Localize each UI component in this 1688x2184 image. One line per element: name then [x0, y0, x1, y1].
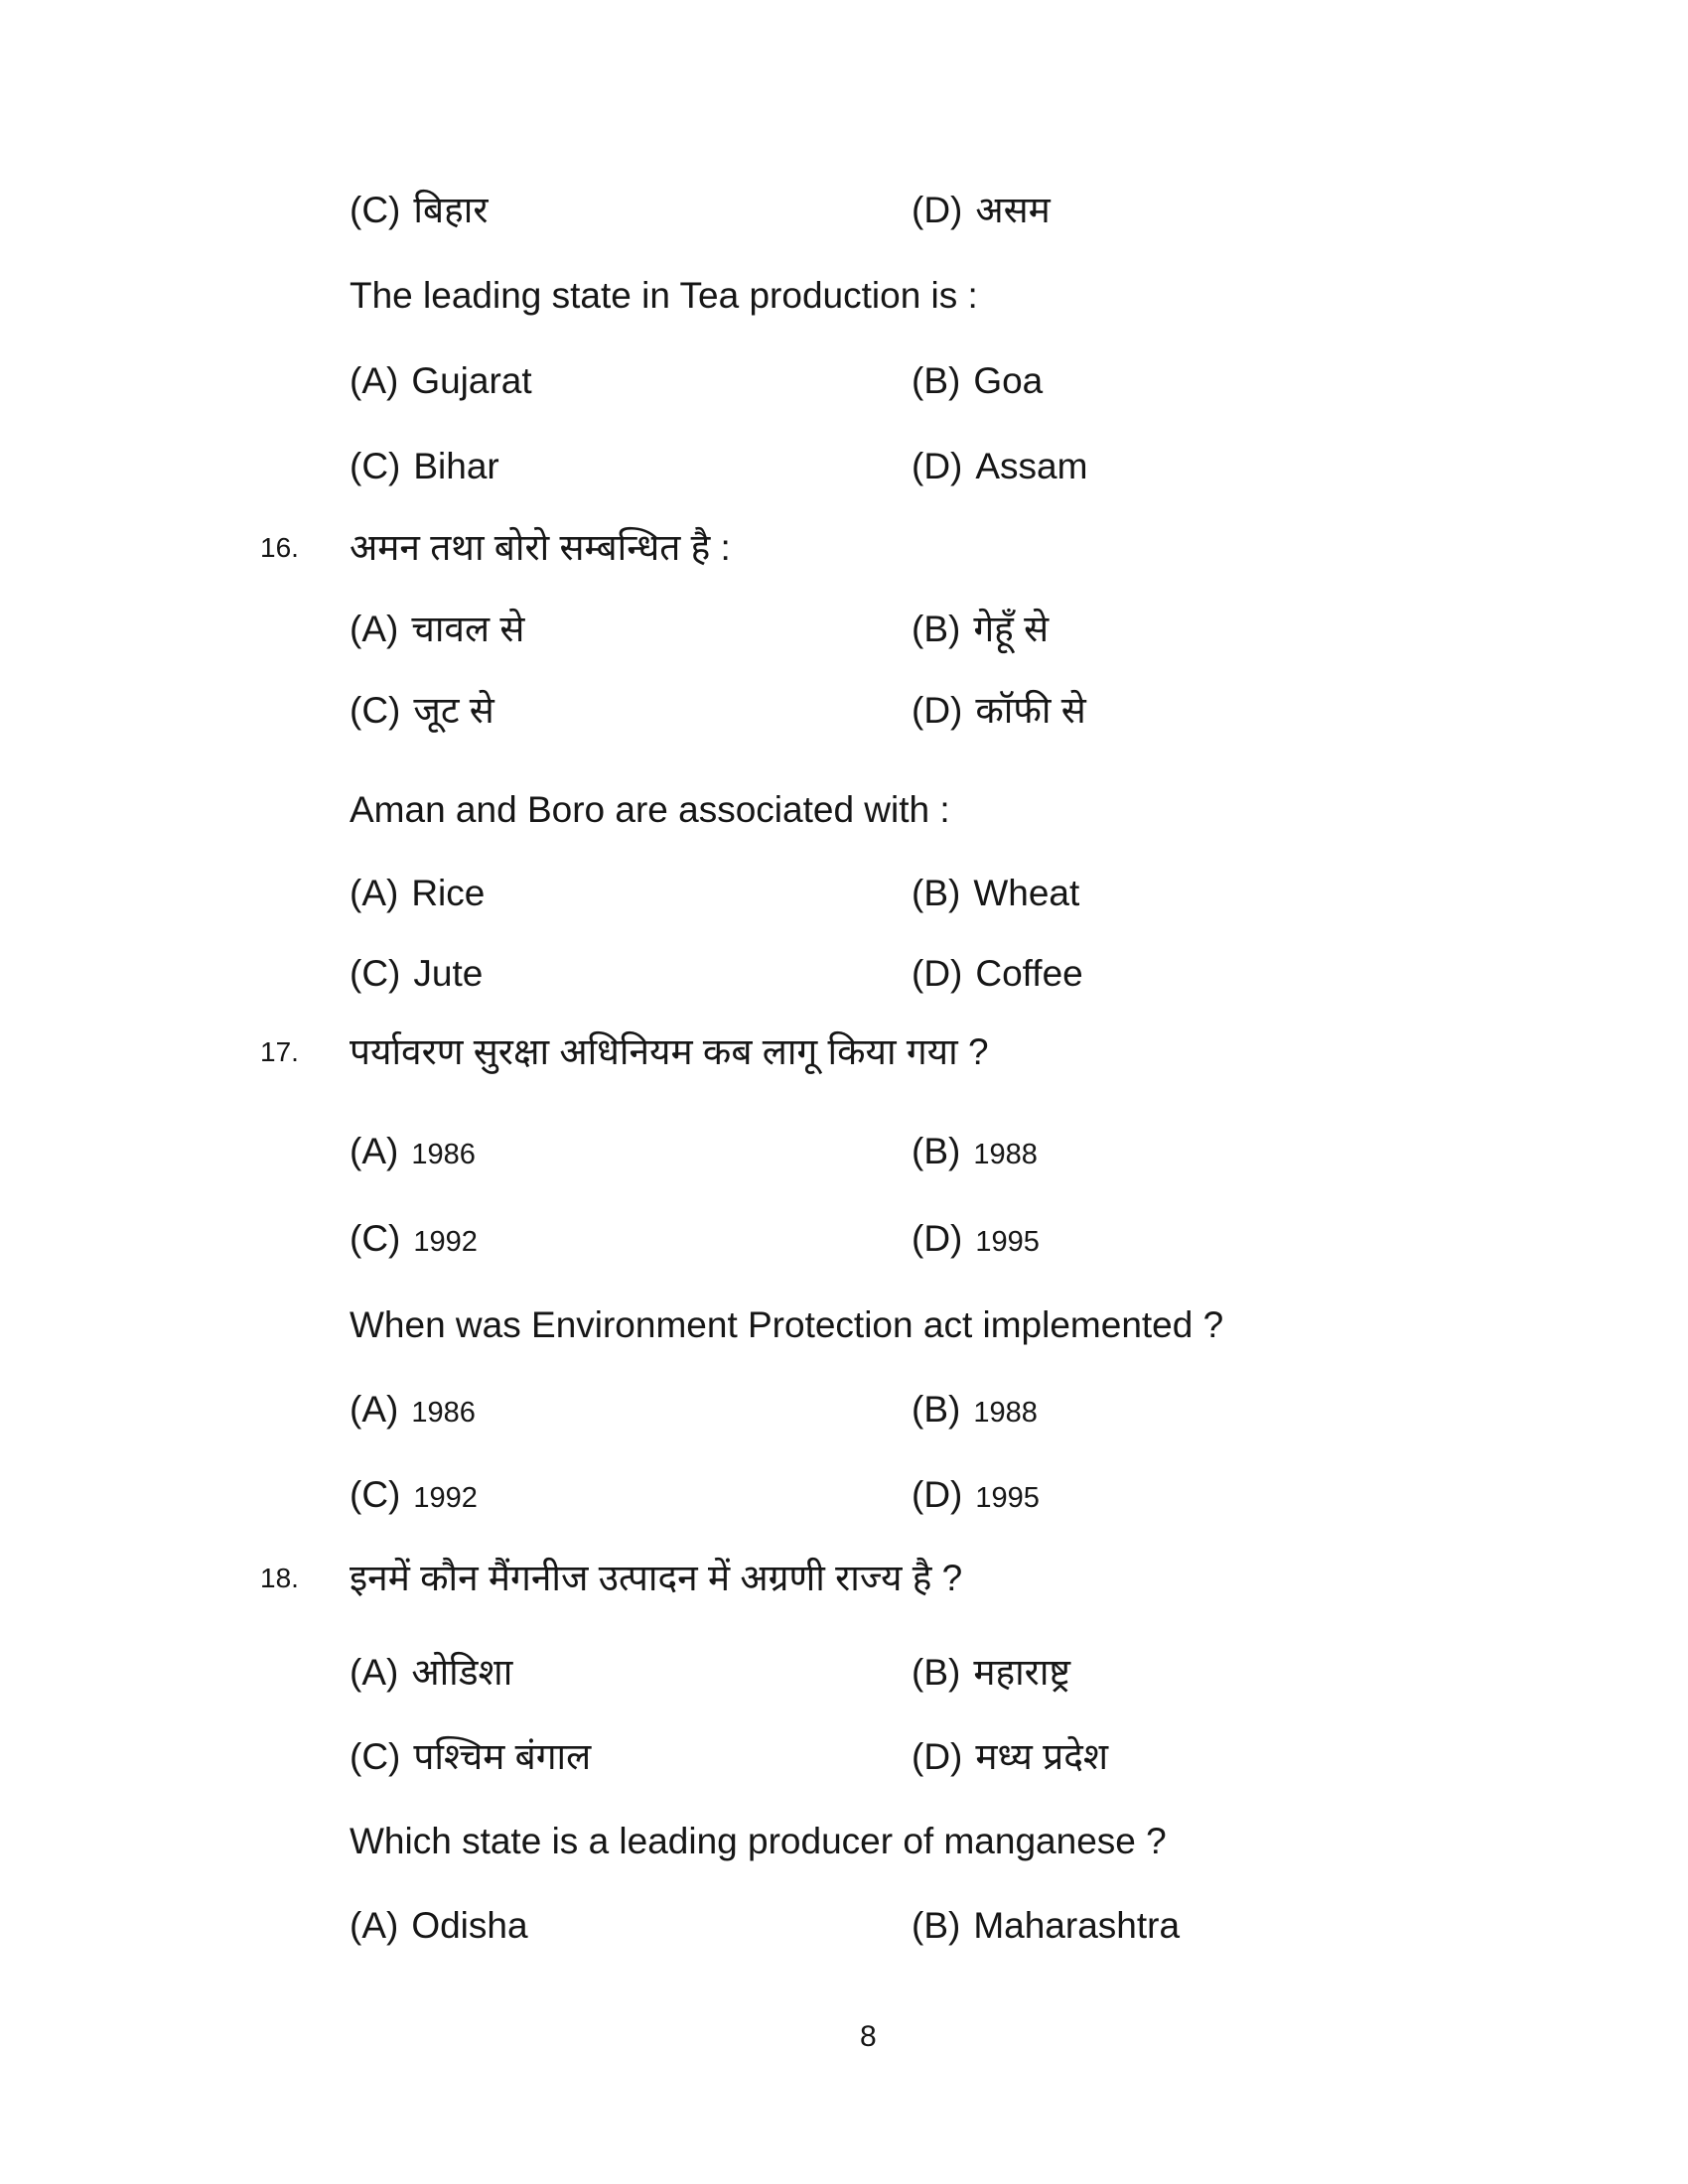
- option-letter: (B): [912, 873, 961, 913]
- option-text: Wheat: [973, 873, 1080, 913]
- option-text: पश्चिम बंगाल: [413, 1736, 592, 1777]
- option-text: गेहूँ से: [973, 609, 1050, 649]
- option-b-english: [912, 1380, 1038, 1442]
- question-text-english: Which state is a leading producer of manganese ?: [350, 1821, 1167, 1861]
- question-row: [0, 1296, 1688, 1355]
- option-letter: (B): [912, 360, 961, 401]
- option-letter: (A): [350, 873, 399, 913]
- option-b-english: [912, 351, 1043, 411]
- option-letter: (C): [350, 1736, 401, 1777]
- option-text: 1992: [413, 1226, 478, 1258]
- option-text: महाराष्ट्र: [973, 1652, 1071, 1693]
- option-c-english: [350, 437, 499, 496]
- option-row: [0, 864, 1688, 923]
- option-row: [0, 181, 1688, 240]
- option-row: [0, 1465, 1688, 1525]
- option-letter: (D): [912, 1736, 963, 1777]
- option-a-english: [350, 1896, 528, 1956]
- option-letter: (B): [912, 1905, 961, 1946]
- option-text: मध्य प्रदेश: [975, 1736, 1109, 1777]
- option-row: [0, 681, 1688, 741]
- option-letter: (A): [350, 360, 399, 401]
- option-letter: (A): [350, 609, 399, 649]
- option-b-hindi: [912, 1643, 1070, 1703]
- question-row: [0, 780, 1688, 840]
- option-letter: (A): [350, 1131, 399, 1171]
- question-text-hindi: पर्यावरण सुरक्षा अधिनियम कब लागू किया गया ?: [350, 1031, 989, 1072]
- option-text: Rice: [411, 873, 486, 913]
- page-number: 8: [860, 2020, 877, 2053]
- option-d-english: [912, 1465, 1040, 1528]
- option-letter: (C): [350, 190, 401, 230]
- question-number: 17.: [260, 1036, 299, 1067]
- option-text: Bihar: [413, 446, 499, 486]
- option-text: चावल से: [411, 609, 525, 649]
- question-text-english: When was Environment Protection act implemented ?: [350, 1304, 1224, 1345]
- option-d-english: [912, 437, 1087, 496]
- option-text: जूट से: [413, 690, 494, 731]
- option-c-hindi: [350, 1209, 478, 1272]
- question-row: [0, 518, 1688, 578]
- option-letter: (D): [912, 190, 963, 230]
- option-a-english: [350, 864, 485, 923]
- option-row: [0, 437, 1688, 496]
- question-number: 16.: [260, 532, 299, 563]
- option-text: Assam: [975, 446, 1088, 486]
- option-letter: (B): [912, 1131, 961, 1171]
- option-text: Maharashtra: [973, 1905, 1181, 1946]
- option-row: [0, 1727, 1688, 1787]
- option-row: [0, 600, 1688, 659]
- option-a-hindi: [350, 1643, 512, 1703]
- option-c-hindi: [350, 1727, 591, 1787]
- option-c-english: [350, 1465, 478, 1528]
- option-letter: (A): [350, 1905, 399, 1946]
- option-row: [0, 1896, 1688, 1956]
- option-a-hindi: [350, 1122, 476, 1184]
- option-d-hindi: [912, 681, 1086, 741]
- question-text-hindi: अमन तथा बोरो सम्बन्धित है :: [350, 527, 731, 568]
- option-letter: (C): [350, 1474, 401, 1515]
- option-a-hindi: [350, 600, 524, 659]
- question-row: [0, 1023, 1688, 1082]
- option-row: [0, 1380, 1688, 1439]
- option-b-english: [912, 1896, 1180, 1956]
- option-c-hindi: [350, 681, 494, 741]
- option-text: 1995: [975, 1226, 1040, 1258]
- option-letter: (B): [912, 609, 961, 649]
- option-row: [0, 1122, 1688, 1181]
- option-d-hindi: [912, 1209, 1040, 1272]
- option-row: [0, 1643, 1688, 1703]
- option-letter: (C): [350, 690, 401, 731]
- option-d-english: [912, 944, 1083, 1004]
- option-text: 1995: [975, 1482, 1040, 1514]
- question-number: 18.: [260, 1563, 299, 1593]
- option-letter: (D): [912, 446, 963, 486]
- option-text: Odisha: [411, 1905, 528, 1946]
- page-footer: [0, 2007, 1688, 2067]
- option-c-english: [350, 944, 483, 1004]
- option-text: Coffee: [975, 953, 1083, 994]
- question-text-english: The leading state in Tea production is :: [350, 275, 978, 316]
- option-row: [0, 1209, 1688, 1269]
- option-text: 1992: [413, 1482, 478, 1514]
- option-b-hindi: [912, 600, 1049, 659]
- option-text: 1988: [973, 1139, 1038, 1170]
- option-text: 1986: [411, 1139, 476, 1170]
- option-text: Jute: [413, 953, 484, 994]
- option-text: कॉफी से: [975, 690, 1086, 731]
- option-a-english: [350, 351, 532, 411]
- option-b-hindi: [912, 1122, 1038, 1184]
- option-row: [0, 944, 1688, 1004]
- option-d-hindi: [912, 1727, 1108, 1787]
- option-text: 1988: [973, 1397, 1038, 1429]
- question-row: [0, 266, 1688, 326]
- option-letter: (A): [350, 1389, 399, 1430]
- option-text: Goa: [973, 360, 1044, 401]
- question-row: [0, 1549, 1688, 1608]
- option-d-hindi: [912, 181, 1051, 240]
- option-text: 1986: [411, 1397, 476, 1429]
- option-letter: (D): [912, 1218, 963, 1259]
- option-letter: (C): [350, 1218, 401, 1259]
- option-c-hindi: [350, 181, 488, 240]
- option-b-english: [912, 864, 1079, 923]
- option-text: बिहार: [413, 190, 489, 230]
- option-letter: (D): [912, 1474, 963, 1515]
- question-text-hindi: इनमें कौन मैंगनीज उत्पादन में अग्रणी राज्य है ?: [350, 1558, 963, 1598]
- question-text-english: Aman and Boro are associated with :: [350, 789, 950, 830]
- option-letter: (B): [912, 1389, 961, 1430]
- option-letter: (B): [912, 1652, 961, 1693]
- option-a-english: [350, 1380, 476, 1442]
- option-letter: (D): [912, 953, 963, 994]
- option-letter: (D): [912, 690, 963, 731]
- option-letter: (C): [350, 953, 401, 994]
- option-row: [0, 351, 1688, 411]
- option-text: Gujarat: [411, 360, 532, 401]
- option-text: ओडिशा: [411, 1652, 513, 1693]
- question-row: [0, 1812, 1688, 1871]
- option-text: असम: [975, 190, 1051, 230]
- option-letter: (C): [350, 446, 401, 486]
- option-letter: (A): [350, 1652, 399, 1693]
